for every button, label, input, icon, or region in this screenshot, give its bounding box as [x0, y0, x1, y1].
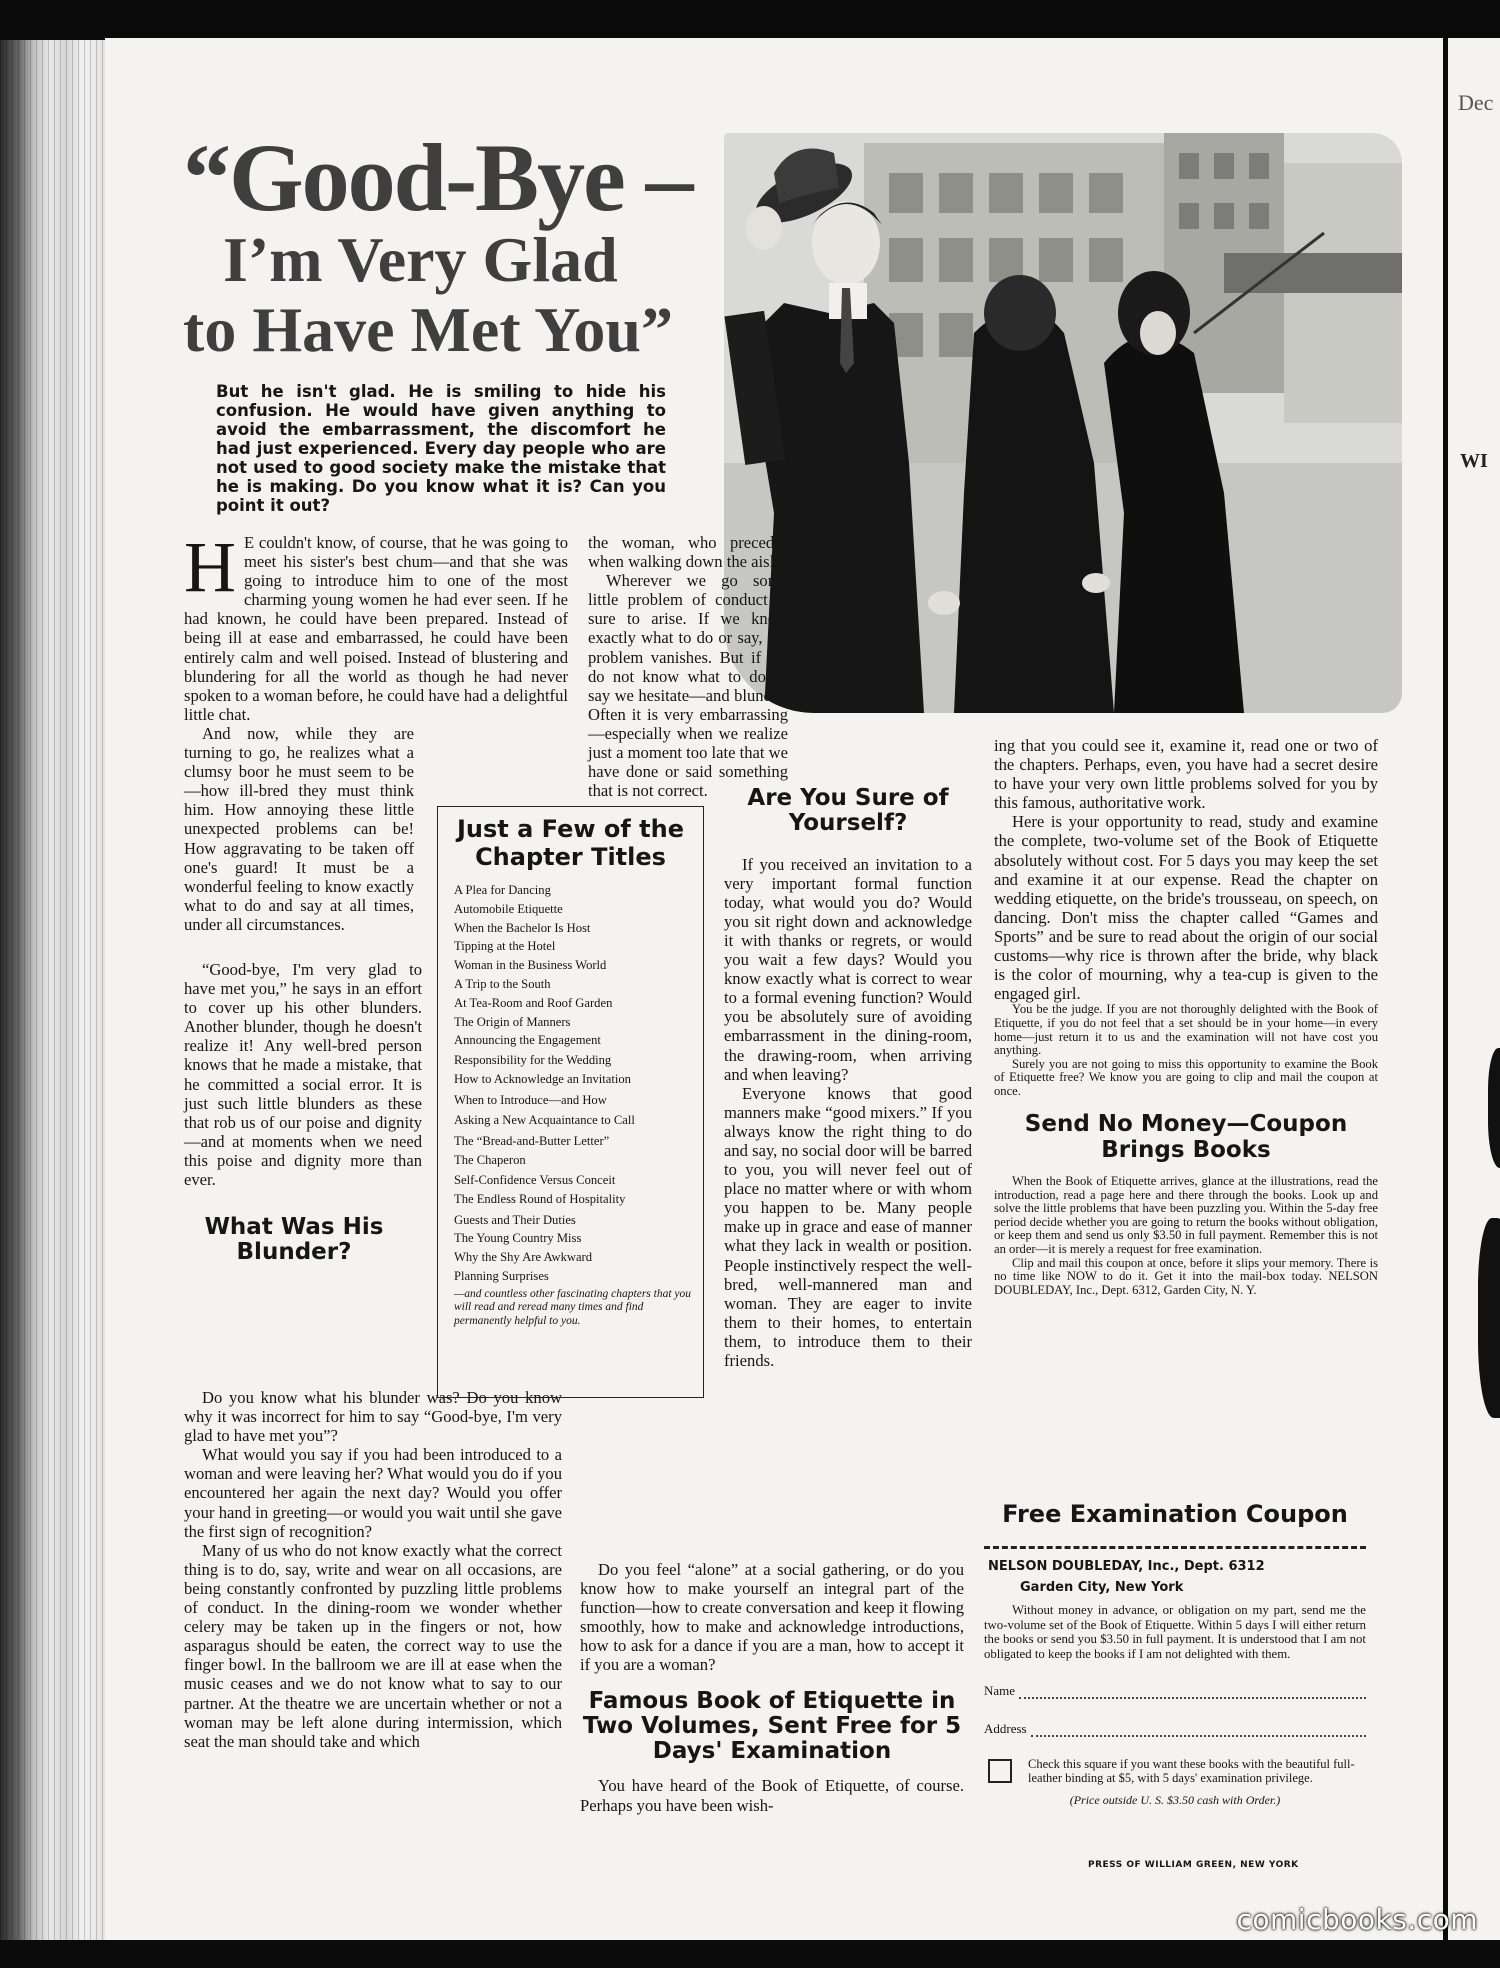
chapter-title: When to Introduce—and How: [454, 1093, 607, 1108]
chapter-title: A Plea for Dancing: [454, 883, 551, 897]
paragraph: Do you feel “alone” at a social gathering, or do you know how to make yourself an integral part of the function—how to create conversation and keep it flowing smoothly, how to make and acknowledge introductions, how to ask for a dance if you are a man, how to accept it if you are a woman?: [580, 1560, 964, 1675]
address-field[interactable]: [984, 1721, 1366, 1737]
chapter-title: Planning Surprises: [454, 1268, 549, 1283]
ink-blot: [1478, 1218, 1500, 1418]
chapter-title: Guests and Their Duties: [454, 1212, 576, 1227]
chapter-title: The Young Country Miss: [454, 1231, 582, 1246]
section-heading: Famous Book of Etiquette in Two Volumes, Sent Free for 5 Days' Examination: [582, 1687, 962, 1765]
headline-line: I’m Very Glad: [223, 224, 618, 295]
chapter-title: Announcing the Engagement: [454, 1033, 601, 1048]
body-column-1b: [184, 960, 422, 1276]
chapter-list: [446, 881, 695, 1286]
name-field[interactable]: [984, 1683, 1366, 1699]
leather-binding-option: [984, 1757, 1366, 1785]
chapter-title: Automobile Etiquette: [454, 901, 563, 916]
name-label: Name: [984, 1683, 1016, 1699]
watermark: comicbooks.com: [1236, 1903, 1478, 1936]
body-column-2b: [724, 770, 972, 1370]
section-heading: Are You Sure of Yourself?: [747, 785, 949, 837]
chapter-title: Why the Shy Are Awkward: [454, 1250, 593, 1265]
paragraph: You have heard of the Book of Etiquette, of course. Perhaps you have been wish-: [580, 1776, 964, 1815]
chapter-title: The “Bread-and-Butter Letter”: [454, 1133, 610, 1148]
coupon-address: Garden City, New York: [1020, 1580, 1184, 1595]
paragraph: What would you say if you had been introduced to a woman and were leaving her? What would you do if you encountered her again the next day? Would you offer your hand in greeting—or would you wait until she gave the first sign of recognition?: [184, 1445, 562, 1541]
paragraph: Do you know what his blunder was? Do you know why it was incorrect for him to say “Good-bye, I'm very glad to have met you”?: [184, 1388, 562, 1446]
chapter-title: Self-Confidence Versus Conceit: [454, 1172, 616, 1187]
facing-page-fragment: Dec: [1458, 90, 1494, 115]
chapter-title: A Trip to the South: [454, 976, 551, 991]
paragraph: You be the judge. If you are not thoroughly delighted with the Book of Etiquette, if you do not feel that a set should be in your home—in every home—just return it to us and the examination will not have cost you anything.: [994, 1002, 1378, 1058]
address-label: Address: [984, 1721, 1027, 1737]
chapter-title: Responsibility for the Wedding: [454, 1053, 612, 1068]
headline-line: to Have Met You”: [183, 294, 673, 365]
chapter-title: How to Acknowledge an Invitation: [454, 1072, 631, 1087]
paragraph: Everyone knows that good manners make “good mixers.” If you always know the right thing to do and say, no social door will be barred to you, you will never feel out of place no matter where or with whom you happen to be. Many people make up in grace and ease of manner what they lack in wealth or position. People instinctively respect the well-bred, well-mannered man and woman. They are eager to invite them to their homes, to entertain them, to introduce them to their friends.: [724, 1083, 972, 1371]
section-heading: Send No Money—Coupon Brings Books: [1024, 1111, 1348, 1163]
chapter-title: The Endless Round of Hospitality: [454, 1191, 626, 1206]
printer-credit: PRESS OF WILLIAM GREEN, NEW YORK: [1088, 1860, 1299, 1870]
paragraph: If you received an invitation to a very important formal function today, what would you do? Would you sit right down and acknowledge it with thanks or regrets, or would you wait a few days? Would you know exactly what is correct to wear to a formal evening function? Would you be absolutely sure of avoiding embarrassment in the dining-room, the drawing-room, when arriving and when leaving?: [724, 854, 972, 1084]
facing-page-fragment: WI: [1460, 450, 1488, 472]
body-column-3: [994, 736, 1378, 1297]
chapter-title: At Tea-Room and Roof Garden: [454, 995, 613, 1010]
chapter-title: When the Bachelor Is Host: [454, 920, 591, 935]
paragraph: ing that you could see it, examine it, read one or two of the chapters. Perhaps, even, you have had a secret desire to have your very own little problems solved for you by this famous, authoritative work.: [994, 736, 1378, 813]
chapter-title: The Chaperon: [454, 1152, 526, 1167]
chapter-title: Woman in the Business World: [454, 958, 607, 973]
box-title: Just a Few of the Chapter Titles: [456, 815, 685, 871]
paragraph: And now, while they are turning to go, he realizes what a clumsy boor he must seem to be—how ill-bred they must think him. How annoying these little unexpected problems can be! How aggravating to be taken off one's guard! It must be a wonderful feeling to know exactly what to do and say at all times, under all circumstances.: [184, 723, 414, 934]
leather-binding-checkbox[interactable]: [988, 1759, 1012, 1783]
body-column-1c: [184, 1388, 562, 1751]
paragraph: Wherever we go some little problem of conduct is sure to arise. If we know exactly what to do or say, the problem vanishes. But if we do not know what to do or say we hesitate—and blunder. Often it is very embarrassing—especially when we realize just a moment too late that we have done or said something that is not correct.: [588, 571, 789, 801]
coupon-body: Without money in advance, or obligation on my part, send me the two-volume set of the Book of Etiquette. Within 5 days I will either return the books or send you $3.50 in full payment. It is understood that I am not obligated to keep the books if I am not delighted with them.: [984, 1603, 1366, 1661]
cut-line: [984, 1546, 1366, 1549]
chapter-title: Tipping at the Hotel: [454, 939, 556, 954]
deck-text: But he isn't glad. He is smiling to hide his confusion. He would have given anything to avoid the embarrassment, the discomfort he had just experienced. Every day people who are not used to good society make the mistake that he is making. Do you know what it is? Can you point it out?: [216, 382, 666, 515]
coupon-firm: NELSON DOUBLEDAY, Inc., Dept. 6312: [988, 1559, 1265, 1574]
coupon-header: Free Examination Coupon: [1002, 1500, 1348, 1528]
book-spine: [0, 40, 110, 1940]
headline: [183, 124, 763, 365]
drop-cap: H: [184, 527, 236, 607]
body-column-2c: [580, 1560, 964, 1815]
paragraph: When the Book of Etiquette arrives, glance at the illustrations, read the introduction, read a page here and there through the books. Look up and solve the little problems that have been puzzling you. Within the 5-day free period decide whether you are going to return the books without obligation, or keep them and send us only $3.50 in full payment. Remember this is not an order—it is merely a request for free examination.: [994, 1174, 1378, 1257]
paragraph: the woman, who precedes when walking down the aisle.: [588, 533, 788, 572]
chapter-title: The Origin of Manners: [454, 1014, 571, 1029]
examination-coupon: [984, 1500, 1366, 1808]
section-heading: What Was His Blunder?: [204, 1214, 384, 1266]
paragraph: Clip and mail this coupon at once, before it slips your memory. There is no time like NOW to do it. Get it into the mail-box today. NELSON DOUBLEDAY, Inc., Dept. 6312, Garden City, N. Y.: [994, 1255, 1378, 1297]
paragraph: Here is your opportunity to read, study and examine the complete, two-volume set of the Book of Etiquette absolutely without cost. For 5 days you may keep the set and examine it at our expense. Read the chapter on wedding etiquette, on the bride's trousseau, on speech, on dancing. Don't miss the chapter called “Games and Sports” and be sure to read about the origin of our social customs—why rice is thrown after the bride, why black is the color of mourning, why a tea-cup is given to the engaged girl.: [994, 812, 1378, 1004]
chapter-title: Asking a New Acquaintance to Call: [454, 1112, 635, 1127]
leather-binding-label: Check this square if you want these books with the beautiful full-leather binding at $5, with 5 days' examination privilege.: [1028, 1757, 1355, 1786]
illustration-man-tipping-hat: [724, 133, 1402, 713]
box-note: —and countless other fascinating chapters that you will read and reread many times and find permanently helpful to you.: [454, 1287, 692, 1327]
facing-page: [1448, 38, 1500, 1940]
chapter-titles-box: [437, 806, 704, 1398]
body-column-2: [588, 533, 788, 800]
paragraph: “Good-bye, I'm very glad to have met you,” he says in an effort to cover up his other blunders. Another blunder, though he doesn't realize it! Any well-bred person knows that he made a mistake, that he committed a social error. It is just such little blunders as these that rob us of our poise and dignity—and at moments when we need this poise and dignity more than ever.: [184, 960, 422, 1190]
paragraph: Many of us who do not know exactly what the correct thing is to do, say, write and wear on all occasions, are being constantly confronted by puzzling little problems of conduct. In the dining-room we wonder whether celery may be taken up in the fingers or not, how asparagus should be eaten, the correct way to use the finger bowl. In the ballroom we are ill at ease when the music ceases and we do not know what to say to our partner. At the theatre we are uncertain whether or not a woman may be left alone during intermission, which seat the man should take and which: [184, 1540, 562, 1751]
price-note: (Price outside U. S. $3.50 cash with Order.): [1069, 1793, 1281, 1808]
ink-blot: [1488, 1048, 1500, 1168]
paragraph: Surely you are not going to miss this opportunity to examine the Book of Etiquette free? We know you are going to clip and mail the coupon at once.: [994, 1056, 1378, 1098]
paragraph: H E couldn't know, of course, that he was going to meet his sister's best chum—and that she was going to introduce him to one of the most charming young women he had ever seen. If he had known, he could have been prepared. Instead of being ill at ease and embarrassed, he could have been entirely calm and well poised. Instead of blustering and blundering for all the world as though he had never spoken to a woman before, he could have had a delightful little chat.: [184, 527, 568, 724]
headline-line: “Good-Bye –: [183, 124, 692, 231]
